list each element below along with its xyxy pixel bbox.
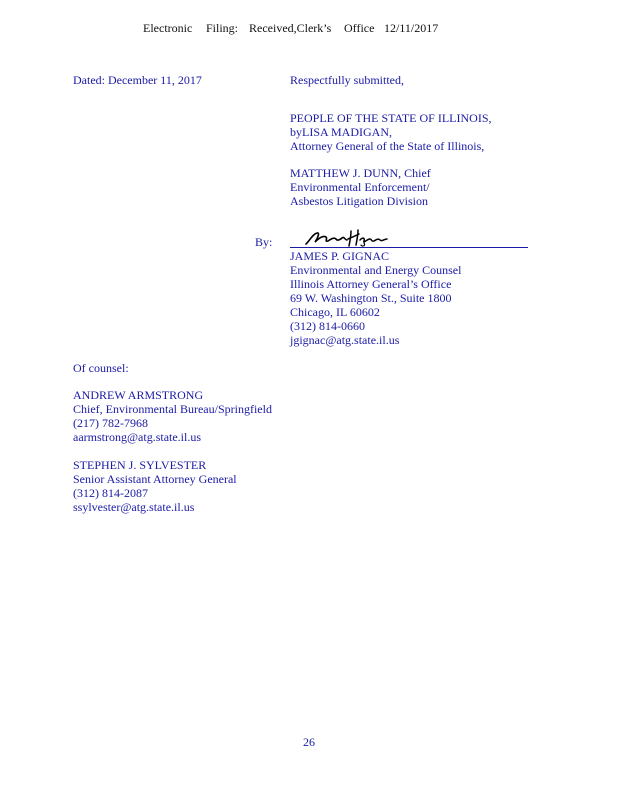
header-office: Office	[344, 21, 375, 35]
dunn-line: Environmental Enforcement/	[290, 180, 430, 194]
sylvester-block	[73, 458, 237, 514]
signer-line: Environmental and Energy Counsel	[290, 263, 462, 277]
header-filing: Filing:	[206, 21, 239, 35]
signer-email: jgignac@atg.state.il.us	[290, 333, 400, 347]
signature-image	[304, 226, 390, 248]
signer-line: Chicago, IL 60602	[290, 305, 380, 319]
sylvester-line: STEPHEN J. SYLVESTER	[73, 458, 207, 472]
filing-header	[0, 21, 618, 37]
dated-line: Dated: December 11, 2017	[73, 73, 202, 87]
signer-line: 69 W. Washington St., Suite 1800	[290, 291, 452, 305]
signer-line: Illinois Attorney General’s Office	[290, 277, 452, 291]
respectfully-submitted: Respectfully submitted,	[290, 73, 404, 87]
sylvester-line: (312) 814-2087	[73, 486, 148, 500]
dunn-line: Asbestos Litigation Division	[290, 194, 428, 208]
signer-line: (312) 814-0660	[290, 319, 365, 333]
of-counsel-label: Of counsel:	[73, 361, 129, 375]
armstrong-email: aarmstrong@atg.state.il.us	[73, 430, 202, 444]
people-line: byLISA MADIGAN,	[290, 125, 392, 139]
header-received-clerks: Received,Clerk’s	[249, 21, 332, 35]
sylvester-email: ssylvester@atg.state.il.us	[73, 500, 195, 514]
sylvester-line: Senior Assistant Attorney General	[73, 472, 237, 486]
armstrong-line: Chief, Environmental Bureau/Springfield	[73, 402, 272, 416]
page-number: 26	[303, 735, 315, 749]
armstrong-line: (217) 782-7968	[73, 416, 148, 430]
armstrong-line: ANDREW ARMSTRONG	[73, 388, 204, 402]
armstrong-block	[73, 388, 272, 444]
dunn-line: MATTHEW J. DUNN, Chief	[290, 166, 431, 180]
header-date: 12/11/2017	[384, 21, 439, 35]
header-electronic: Electronic	[143, 21, 193, 35]
people-block	[290, 111, 492, 153]
by-label: By:	[255, 235, 273, 249]
signer-line: JAMES P. GIGNAC	[290, 249, 390, 263]
signature-line	[290, 247, 528, 248]
signer-block	[290, 249, 461, 347]
people-line: Attorney General of the State of Illinois,	[290, 139, 485, 153]
people-line: PEOPLE OF THE STATE OF ILLINOIS,	[290, 111, 492, 125]
dunn-block	[290, 166, 431, 208]
